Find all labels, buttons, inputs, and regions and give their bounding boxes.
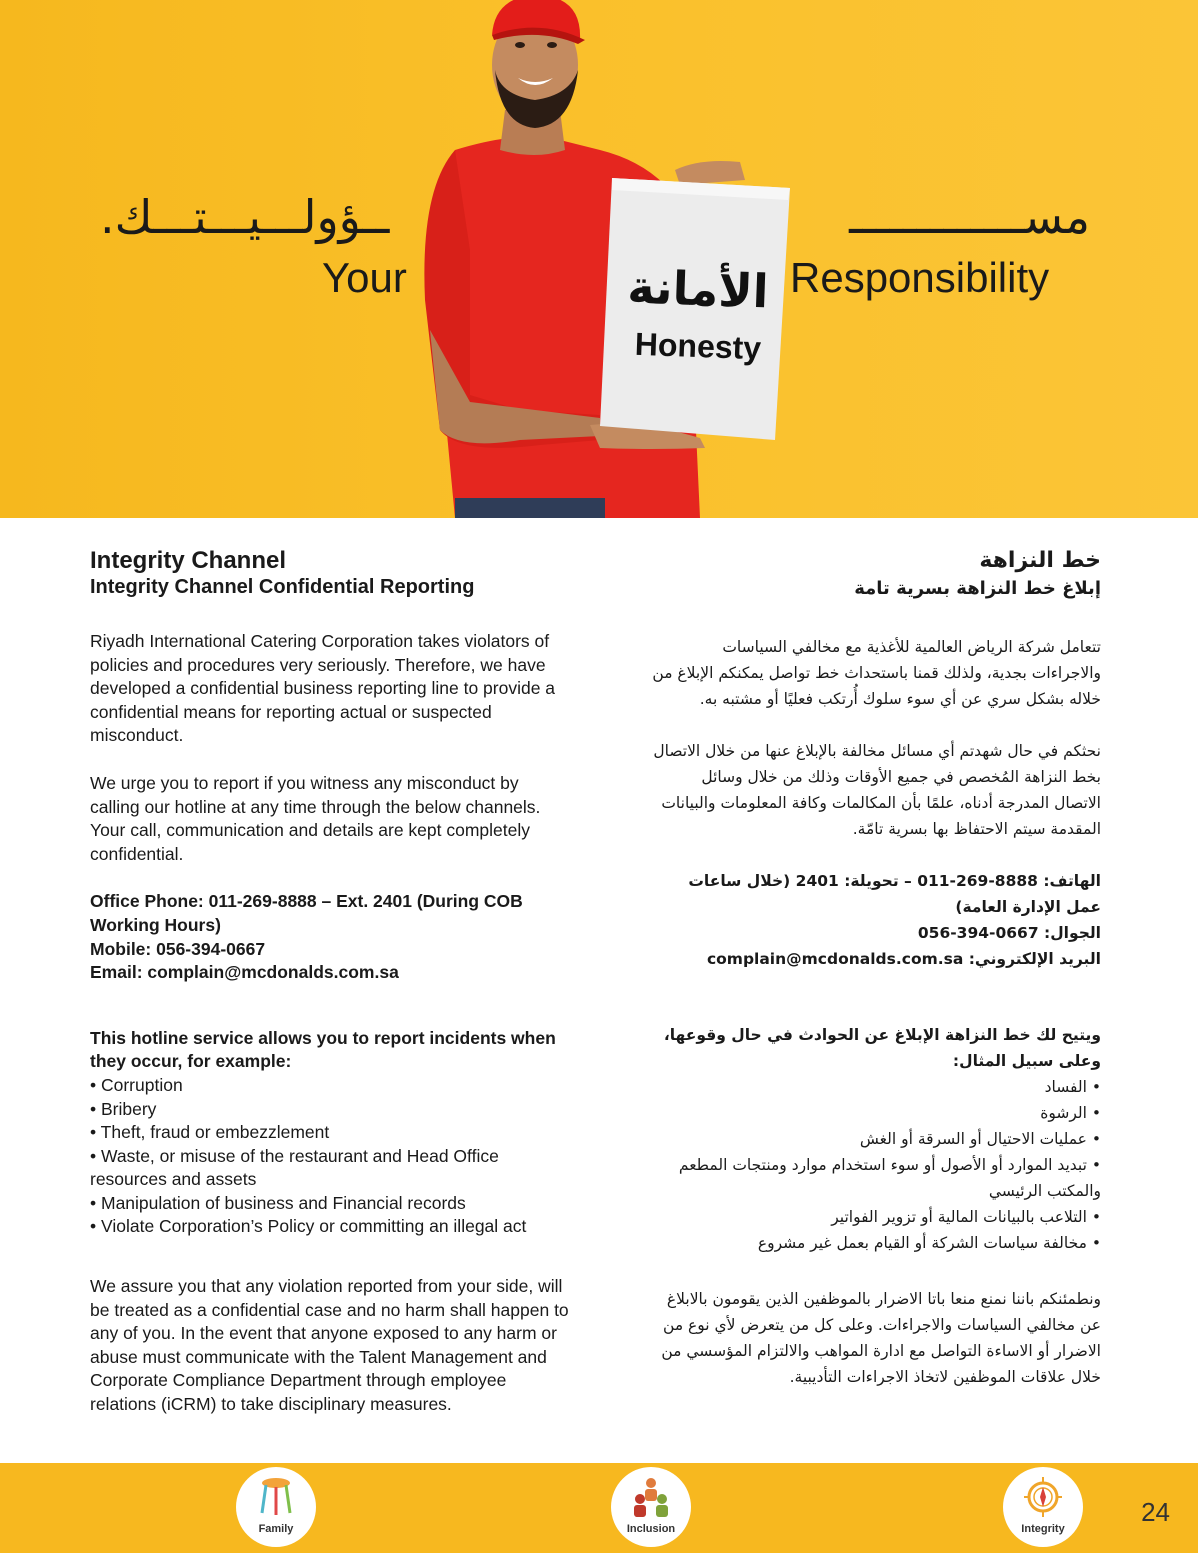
list-item: • Manipulation of business and Financial records	[90, 1192, 466, 1213]
list-item: • Waste, or misuse of the restaurant and Head Office resources and assets	[90, 1145, 499, 1190]
sign-arabic-text: الأمانة	[626, 259, 770, 319]
hero-banner	[0, 0, 1198, 518]
list-item: • Violate Corporation’s Policy or committing an illegal act	[90, 1216, 527, 1237]
arabic-column	[651, 546, 1101, 1390]
badge-integrity	[1003, 1467, 1083, 1547]
hero-english-responsibility: Responsibility	[790, 254, 1050, 301]
arabic-contact-block	[651, 868, 1101, 972]
badge-family-label: Family	[258, 1523, 294, 1535]
list-item: • Corruption	[90, 1074, 183, 1095]
hero-arabic-title-start: مســـــــــــــ	[849, 190, 1090, 244]
hero-english-your: Your	[322, 254, 407, 301]
english-email: Email: complain@mcdonalds.com.sa	[90, 962, 399, 983]
footer-bar	[0, 1463, 1198, 1553]
arabic-email-value: complain@mcdonalds.com.sa	[706, 950, 964, 968]
badge-family	[236, 1467, 316, 1547]
badge-inclusion-label: Inclusion	[626, 1523, 676, 1535]
english-column	[90, 546, 570, 1417]
arabic-ext-label: – تحويلة: 2401 (خلال ساعات عمل الإدارة العامة)	[688, 872, 1101, 916]
english-paragraph-urge: We urge you to report if you witness any misconduct by calling our hotline at any time through the below channels. Your call, communication and details are kept completely confidential.	[90, 772, 541, 864]
list-item: • التلاعب بالبيانات المالية أو تزوير الفواتير	[831, 1208, 1101, 1226]
list-item: • الفساد	[1044, 1078, 1101, 1096]
list-item: • تبديد الموارد أو الأصول أو سوء استخدام موارد ومنتجات المطعم والمكتب الرئيسي	[678, 1156, 1101, 1200]
english-office-phone: Office Phone: 011-269-8888 – Ext. 2401 (During COB Working Hours)	[90, 891, 523, 935]
arabic-hotline-intro: ويتيح لك خط النزاهة الإبلاغ عن الحوادث في حال وقوعها، وعلى سبيل المثال:	[663, 1026, 1101, 1070]
list-item: • Bribery	[90, 1098, 157, 1119]
english-hotline-intro: This hotline service allows you to report incidents when they occur, for example:	[90, 1027, 556, 1072]
arabic-examples-list	[651, 1074, 1101, 1256]
arabic-mobile-label: الجوال:	[1044, 924, 1101, 942]
stool-icon	[256, 1475, 296, 1521]
english-examples-list	[90, 1074, 570, 1239]
arabic-title: خط النزاهة	[979, 548, 1101, 573]
arabic-mobile-value: 056-394-0667	[917, 924, 1039, 942]
compass-icon	[1023, 1475, 1063, 1521]
english-closing-paragraph: We assure you that any violation reported from your side, will be treated as a confidential case and no harm shall happen to any of you. In the event that anyone exposed to any harm or abuse must communicate with the Talent Management and Corporate Compliance Department through employee relations (iCRM) to take disciplinary measures.	[90, 1276, 569, 1415]
arabic-phone-value: 011-269-8888	[917, 872, 1038, 890]
arabic-paragraph-urge: نحثكم في حال شهدتم أي مسائل مخالفة بالإبلاغ عنها من خلال الاتصال بخط النزاهة المُخصص في جميع الأوقات وذلك من خلال وسائل الاتصال المدرجة أدناه، علمًا بأن المكالمات وكافة المعلومات والبيانات المقدمة سيتم الاحتفاظ بها بسرية تامّة.	[653, 742, 1101, 838]
page-number: 24	[1141, 1497, 1170, 1527]
hero-arabic-title-end: ــؤولـــيـــتـــك.	[100, 190, 390, 244]
english-paragraph-intro: Riyadh International Catering Corporation takes violators of policies and procedures very seriously. Therefore, we have developed a confidential business reporting line to provide a confidential means for reporting actual or suspected misconduct.	[90, 631, 556, 746]
badge-integrity-label: Integrity	[1021, 1523, 1065, 1535]
english-title: Integrity Channel	[90, 547, 287, 574]
hero-arabic-title	[100, 190, 1090, 260]
people-group-icon	[631, 1475, 671, 1521]
arabic-subtitle: إبلاغ خط النزاهة بسرية تامة	[854, 578, 1101, 599]
arabic-phone-label: الهاتف:	[1043, 872, 1101, 890]
english-mobile: Mobile: 056-394-0667	[90, 938, 266, 959]
list-item: • مخالفة سياسات الشركة أو القيام بعمل غير مشروع	[757, 1234, 1101, 1252]
badge-inclusion	[611, 1467, 691, 1547]
list-item: • عمليات الاحتيال أو السرقة أو الغش	[859, 1130, 1101, 1148]
arabic-mobile	[651, 920, 1101, 946]
arabic-office-phone	[651, 868, 1101, 920]
english-contact-block	[90, 890, 570, 984]
arabic-email-label: البريد الإلكتروني:	[968, 950, 1101, 968]
list-item: • الرشوة	[1040, 1104, 1101, 1122]
sign-english-text: Honesty	[634, 325, 762, 367]
list-item: • Theft, fraud or embezzlement	[90, 1122, 330, 1143]
arabic-closing-paragraph: ونطمئنكم باننا نمنع منعا باتا الاضرار بالموظفين الذين يقومون بالابلاغ عن مخالفي السياسات والاجراءات. وعلى كل من يتعرض لأي نوع من الاضرار أو الاساءة التواصل مع ادارة المواهب والالتزام المؤسسي من خلال علاقات الموظفين لاتخاذ الاجراءات التأديبية.	[661, 1290, 1101, 1386]
english-subtitle: Integrity Channel Confidential Reporting	[90, 576, 475, 598]
arabic-email	[651, 946, 1101, 972]
arabic-paragraph-intro: تتعامل شركة الرياض العالمية للأغذية مع مخالفي السياسات والاجراءات بجدية، ولذلك قمنا باستحداث خط تواصل يمكنكم الإبلاغ من خلاله بشكل سري عن أي سوء سلوك أُرتكب فعليًا أو مشتبه به.	[652, 638, 1101, 708]
